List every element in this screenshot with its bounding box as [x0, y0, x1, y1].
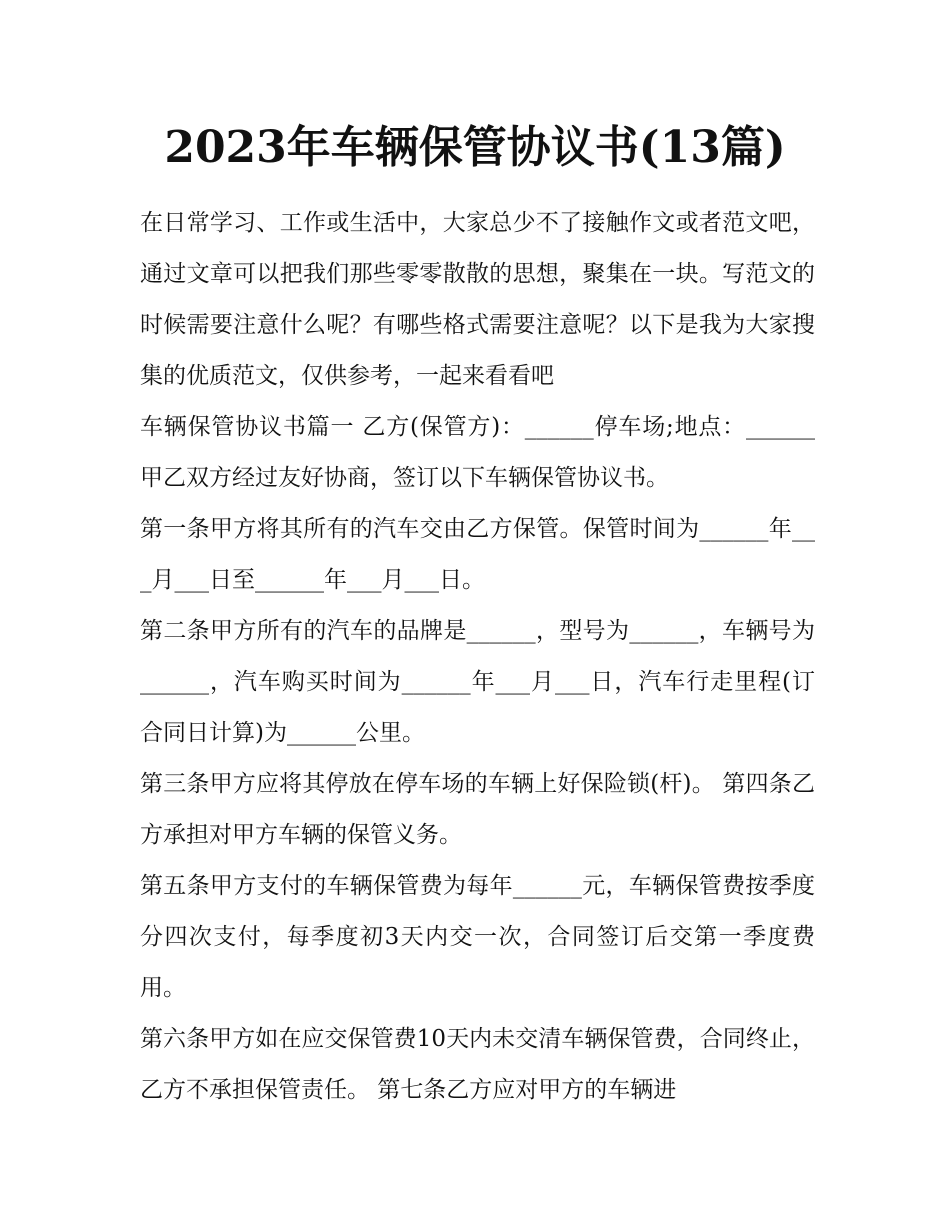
article-5-paragraph: 第五条甲方支付的车辆保管费为每年______元，车辆保管费按季度分四次支付，每季度初3天内交一次，合同签订后交第一季度费用。 — [140, 873, 815, 1001]
article-1-paragraph: 第一条甲方将其所有的汽车交由乙方保管。保管时间为______年___月___日至______年___月___日。 — [140, 516, 815, 593]
article-2-paragraph: 第二条甲方所有的汽车的品牌是______，型号为______，车辆号为______，汽车购买时间为______年___月___日，汽车行走里程(订合同日计算)为______公里。 — [140, 618, 815, 746]
article-6-7-paragraph: 第六条甲方如在应交保管费10天内未交清车辆保管费，合同终止，乙方不承担保管责任。 第七条乙方应对甲方的车辆进 — [140, 1026, 815, 1103]
article-3-4-paragraph: 第三条甲方应将其停放在停车场的车辆上好保险锁(杆)。 第四条乙方承担对甲方车辆的保管义务。 — [140, 771, 815, 848]
document-body — [140, 198, 815, 1116]
intro-paragraph: 在日常学习、工作或生活中，大家总少不了接触作文或者范文吧，通过文章可以把我们那些零零散散的思想，聚集在一块。写范文的时候需要注意什么呢？有哪些格式需要注意呢？以下是我为大家搜集的优质范文，仅供参考，一起来看看吧 — [140, 210, 815, 389]
document-title: 2023年车辆保管协议书(13篇) — [164, 122, 786, 173]
agreement-opening-paragraph: 车辆保管协议书篇一 乙方(保管方)：______停车场;地点：______ 甲乙双方经过友好协商，签订以下车辆保管协议书。 — [140, 414, 815, 491]
